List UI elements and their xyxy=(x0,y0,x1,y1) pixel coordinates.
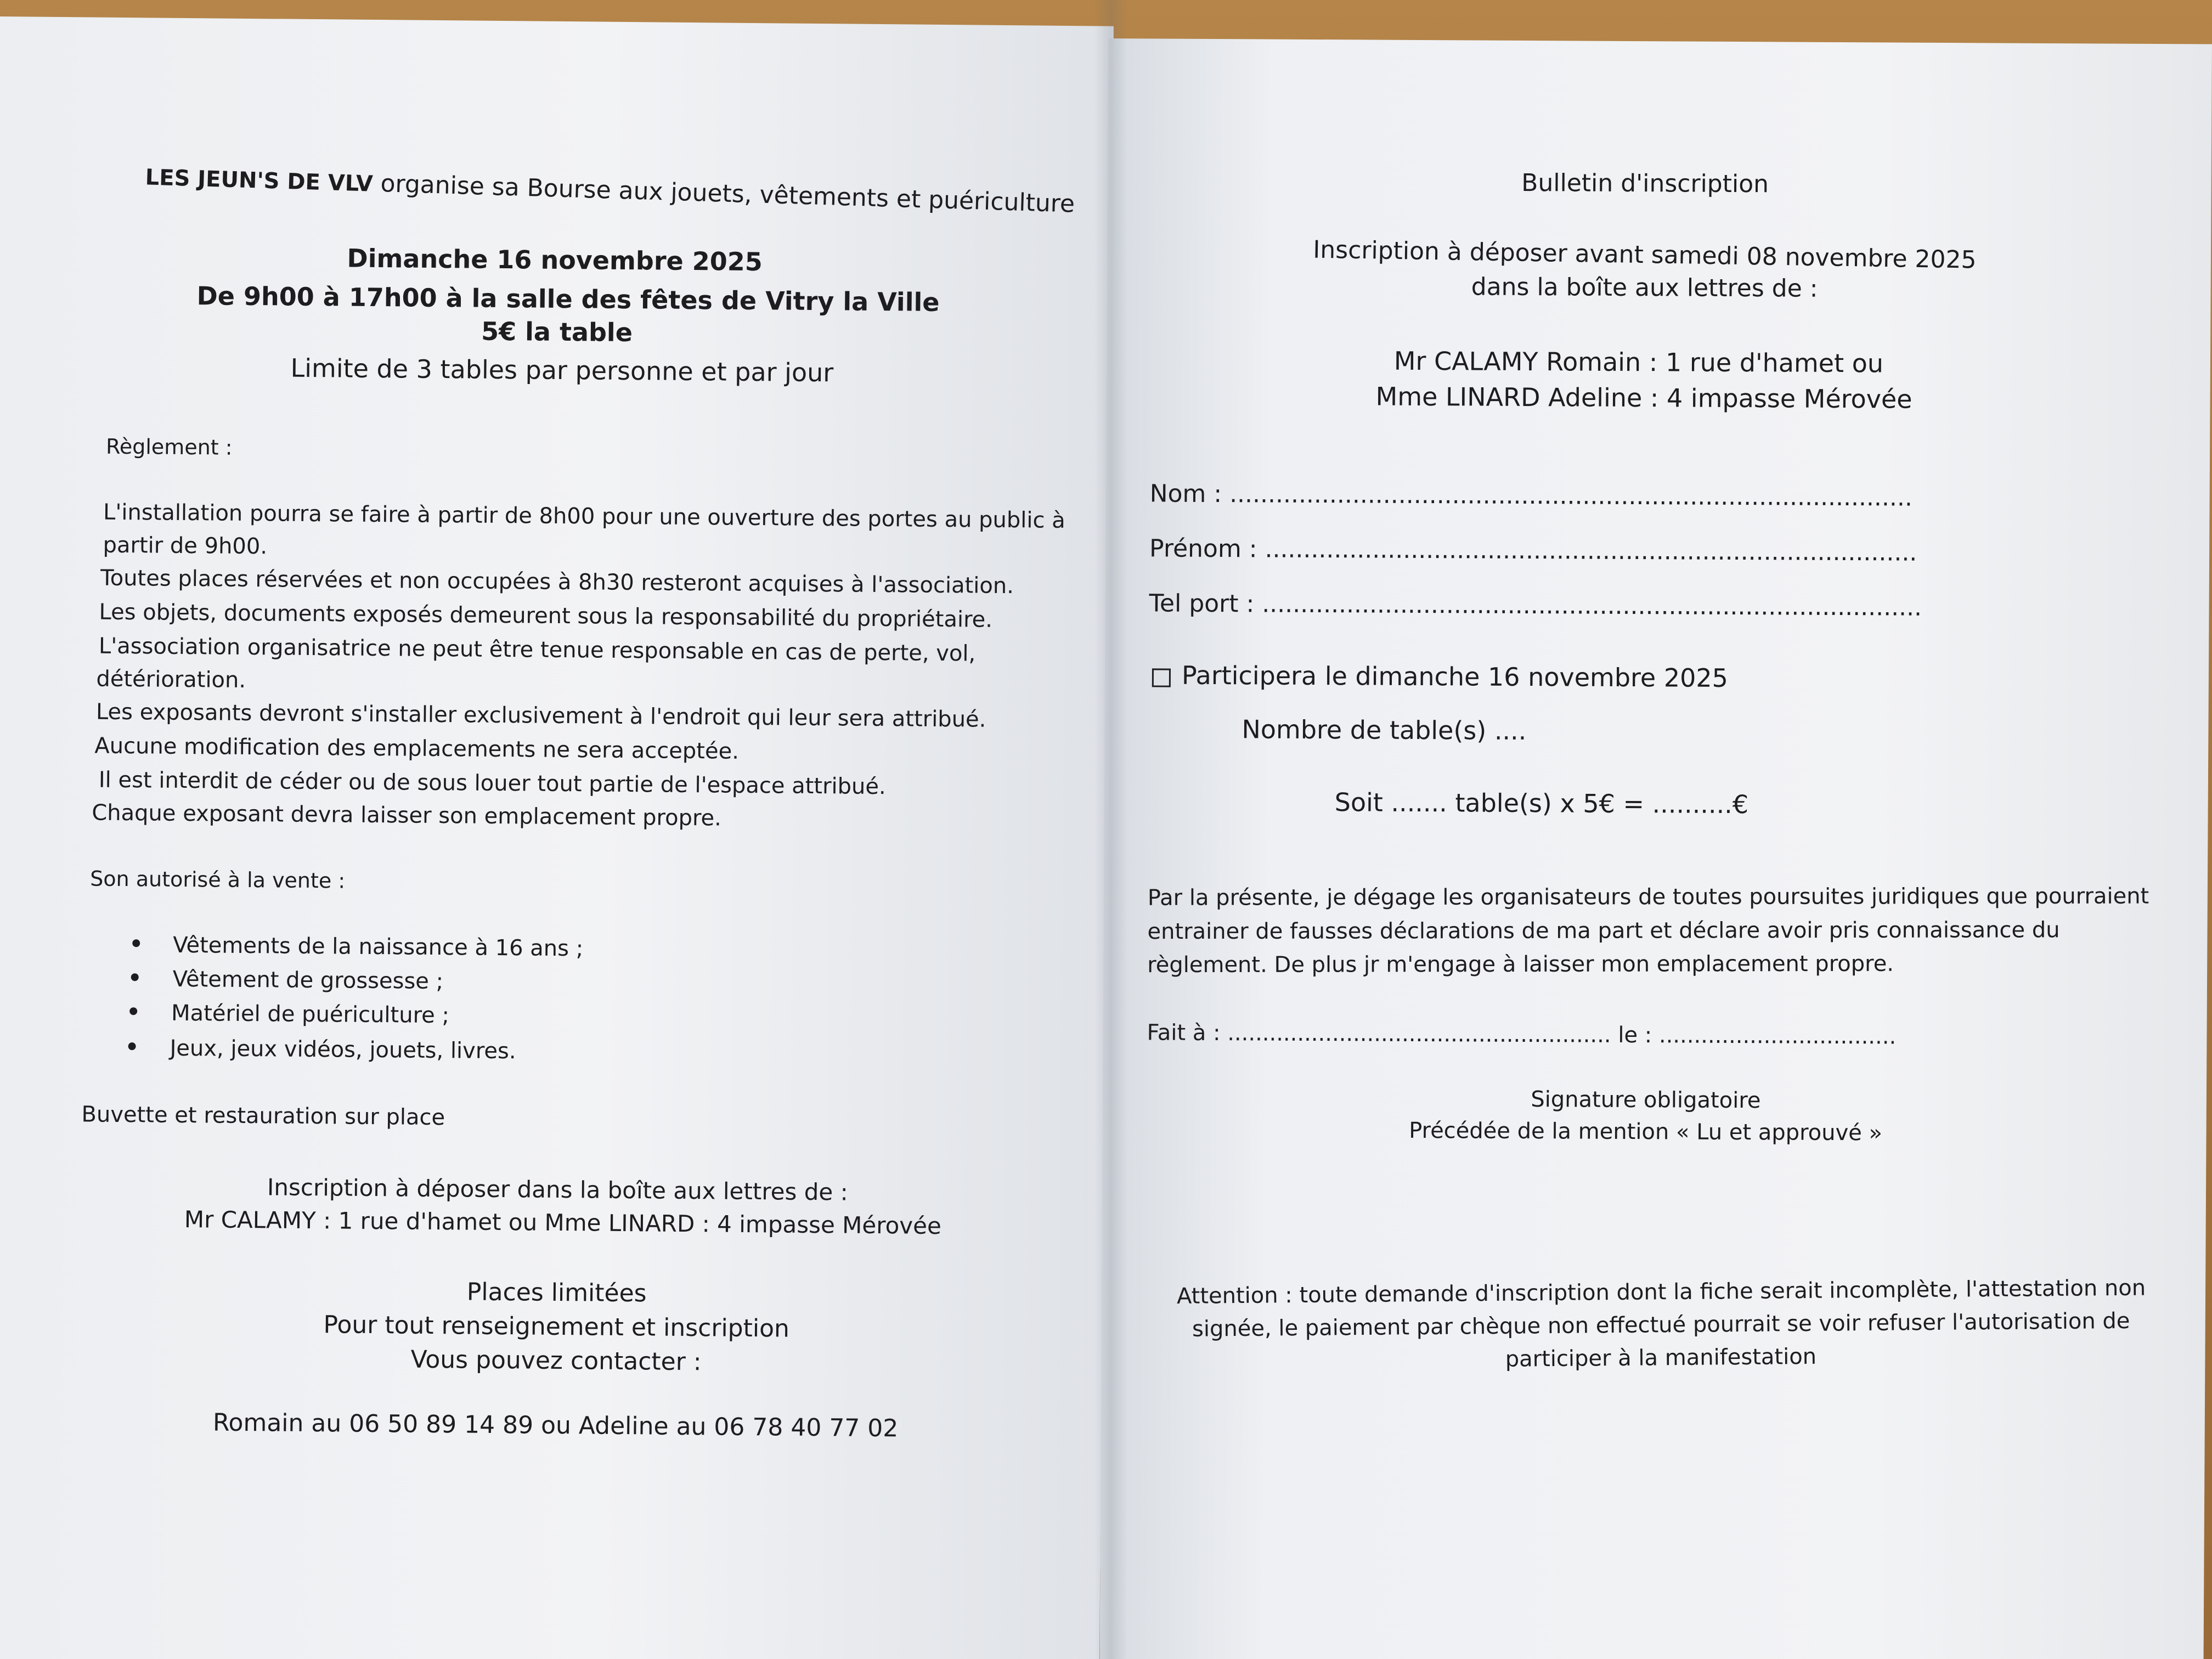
fait-a-field[interactable]: Fait à : ....................................................... le : .................................. xyxy=(1147,1020,1897,1049)
field-nom[interactable]: Nom : ......................................................................................... xyxy=(1149,479,1913,512)
disclaimer-line: entrainer de fausses déclarations de ma part et déclare avoir pris connaissance du xyxy=(1147,917,2060,945)
buvette-note: Buvette et restauration sur place xyxy=(81,1102,445,1131)
attention-line: participer à la manifestation xyxy=(1505,1344,1817,1372)
inscription-line-2: Mr CALAMY : 1 rue d'hamet ou Mme LINARD : 4 impasse Mérovée xyxy=(184,1206,942,1240)
signature-mention: Précédée de la mention « Lu et approuvé » xyxy=(1409,1118,1883,1146)
vente-item: Vêtement de grossesse ; xyxy=(172,966,444,995)
renseignement-line: Pour tout renseignement et inscription xyxy=(323,1311,790,1343)
reglement-line: Les objets, documents exposés demeurent sous la responsabilité du propriétaire. xyxy=(99,599,993,633)
disclaimer-line: règlement. De plus jr m'engage à laisser mon emplacement propre. xyxy=(1147,951,1894,978)
vente-item: Matériel de puériculture ; xyxy=(171,1000,450,1029)
total-line[interactable]: Soit ....... table(s) x 5€ = ..........€ xyxy=(1334,787,1749,820)
contacter-line: Vous pouvez contacter : xyxy=(410,1345,702,1376)
reglement-line: Aucune modification des emplacements ne sera acceptée. xyxy=(94,733,740,764)
event-hours-place: De 9h00 à 17h00 à la salle des fêtes de Vitry la Ville xyxy=(196,281,940,317)
bulletin-title: Bulletin d'inscription xyxy=(1521,168,1769,199)
vente-title: Son autorisé à la vente : xyxy=(90,866,346,893)
reglement-line: Toutes places réservées et non occupées à 8h30 resteront acquises à l'association. xyxy=(100,565,1014,599)
vente-item: Vêtements de la naissance à 16 ans ; xyxy=(173,932,584,962)
reglement-line: L'installation pourra se faire à partir de 8h00 pour une ouverture des portes au public à xyxy=(103,499,1065,533)
inscription-line-1: Inscription à déposer dans la boîte aux lettres de : xyxy=(267,1173,848,1206)
reglement-line: L'association organisatrice ne peut être tenue responsable en cas de perte, vol, xyxy=(98,633,976,667)
bullet-dot xyxy=(131,973,139,981)
header-line xyxy=(145,160,1075,221)
field-tel-port[interactable]: Tel port : ...................................................................................... xyxy=(1149,589,1922,622)
vente-item: Jeux, jeux vidéos, jouets, livres. xyxy=(170,1035,516,1064)
deadline-line-1: Inscription à déposer avant samedi 08 novembre 2025 xyxy=(1313,235,1977,274)
event-price: 5€ la table xyxy=(481,316,633,348)
signature-required: Signature obligatoire xyxy=(1531,1087,1761,1114)
reglement-line: Les exposants devront s'installer exclusivement à l'endroit qui leur sera attribué. xyxy=(95,699,986,732)
disclaimer-line: Par la présente, je dégage les organisateurs de toutes poursuites juridiques que pourraient xyxy=(1147,883,2149,911)
nombre-tables[interactable]: Nombre de table(s) .... xyxy=(1242,714,1527,746)
bullet-dot xyxy=(129,1007,137,1015)
organizer-name: LES JEUN'S DE VLV xyxy=(145,165,374,197)
bullet-dot xyxy=(128,1042,136,1050)
reglement-title: Règlement : xyxy=(105,434,233,460)
field-prenom[interactable]: Prénom : ..................................................................................... xyxy=(1149,534,1917,567)
contact-phones: Romain au 06 50 89 14 89 ou Adeline au 06 78 40 77 02 xyxy=(212,1408,899,1443)
address-line-2: Mme LINARD Adeline : 4 impasse Mérovée xyxy=(1375,381,1912,414)
participation-checkbox[interactable] xyxy=(1152,668,1171,687)
left-page xyxy=(0,16,1114,1659)
attention-line: Attention : toute demande d'inscription dont la fiche serait incomplète, l'attestation non xyxy=(1176,1275,2146,1310)
event-date: Dimanche 16 novembre 2025 xyxy=(347,243,763,277)
reglement-line: Il est interdit de céder ou de sous louer tout partie de l'espace attribué. xyxy=(98,767,886,800)
reglement-line: partir de 9h00. xyxy=(103,532,268,560)
reglement-line: Chaque exposant devra laisser son emplacement propre. xyxy=(92,800,722,831)
booklet-fold xyxy=(1094,0,1127,1659)
event-limit: Limite de 3 tables par personne et par jour xyxy=(290,353,834,388)
deadline-line-2: dans la boîte aux lettres de : xyxy=(1471,273,1818,303)
places-limitees: Places limitées xyxy=(466,1278,647,1308)
participation-label: Participera le dimanche 16 novembre 2025 xyxy=(1181,660,1729,693)
address-line-1: Mr CALAMY Romain : 1 rue d'hamet ou xyxy=(1393,346,1884,379)
reglement-line: détérioration. xyxy=(96,666,246,693)
bullet-dot xyxy=(132,939,140,947)
header-description: organise sa Bourse aux jouets, vêtements et puériculture xyxy=(380,170,1075,218)
right-page xyxy=(1100,38,2212,1659)
attention-line: signée, le paiement par chèque non effectué pourrait se voir refuser l'autorisation de xyxy=(1192,1308,2130,1342)
